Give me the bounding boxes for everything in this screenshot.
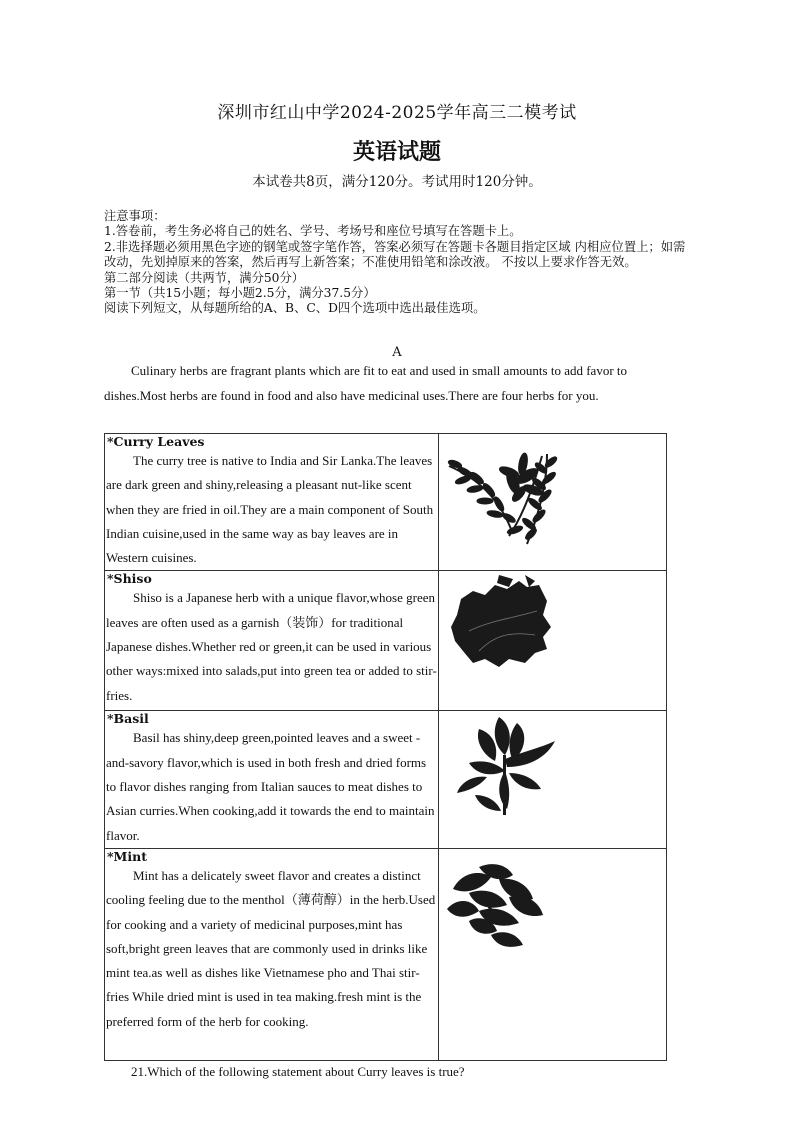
exam-instructions [104, 209, 690, 317]
herb-description: Mint has a delicately sweet flavor and creates a distinct cooling feeling due to the menthol（薄荷醇）in the herb.Used for cooking and a variety of medicinal purposes,mint has soft,bright green leaves that are commonly used in drinks like mint tea.as well as dishes like Vietnamese pho and Thai stir-fries While dried mint is used in tea making.fresh mint is the preferred form of the herb for cooking. [106, 867, 436, 1029]
school-title: 深圳市红山中学2024-2025学年高三二模考试 [217, 103, 577, 123]
subject-title: 英语试题 [352, 140, 441, 165]
table-row [105, 434, 667, 571]
part-two-heading: 第二部分阅读（共两节，满分50分） [104, 270, 305, 285]
passage-letter: A [392, 345, 402, 360]
exam-info: 本试卷共8页，满分120分。考试用时120分钟。 [252, 174, 542, 190]
section-one-heading: 第一节（共15小题；每小题2.5分，满分37.5分） [104, 286, 376, 301]
herb-name: *Shiso [107, 571, 152, 587]
instruction-2: 2.非选择题必须用黑色字迹的钢笔或签字笔作答，答案必须写在答题卡各题目指定区域 内相应位置上；如需改动，先划掉原来的答案，然后再写上新答案；不准使用铅笔和涂改液。 不按以上要求作答无效。 [104, 239, 686, 270]
basil-icon [439, 711, 667, 848]
herbs-table [104, 433, 667, 1061]
reading-directions: 阅读下列短文，从每题所给的A、B、C、D四个选项中选出最佳选项。 [104, 301, 486, 316]
mint-icon [439, 849, 667, 1061]
table-row [105, 571, 667, 711]
herb-text-cell [105, 711, 439, 848]
passage-intro: Culinary herbs are fragrant plants which are fit to eat and used in small amounts to add favor to dishes.Most herbs are found in food and also have medicinal uses.There are four herbs for you. [104, 363, 628, 403]
instruction-1: 1.答卷前，考生务必将自己的姓名、学号、考场号和座位号填写在答题卡上。 [104, 224, 522, 239]
herb-description: Basil has shiny,deep green,pointed leaves and a sweet -and-savory flavor,which is used in both fresh and dried forms to flavor dishes ranging from Italian sauces to meat dishes to Asian curries.When cooking,add it towards the end to maintain flavor. [106, 730, 435, 843]
shiso-leaf-icon [439, 571, 667, 711]
herb-text-cell [105, 434, 439, 571]
herb-text-cell [105, 571, 439, 711]
herb-description: The curry tree is native to India and Sir Lanka.The leaves are dark green and shiny,releasing a pleasant nut-like scent when they are fried in oil.They are a main component of South Indian cuisine,used in the same way as bay leaves are in Western cuisines. [106, 453, 434, 566]
herb-image-cell [438, 434, 666, 571]
herb-name: *Curry Leaves [107, 434, 205, 449]
herb-text-cell [105, 848, 439, 1060]
instructions-heading: 注意事项： [104, 209, 166, 223]
herb-name: *Mint [107, 848, 147, 864]
herb-name: *Basil [107, 711, 149, 727]
table-row [105, 848, 667, 1060]
herb-image-cell [438, 571, 666, 711]
table-row [105, 711, 667, 848]
question-21: 21.Which of the following statement about Curry leaves is true? [131, 1064, 465, 1079]
herb-image-cell [438, 848, 666, 1060]
herb-image-cell [438, 711, 666, 848]
curry-leaves-icon [439, 434, 667, 571]
herb-description: Shiso is a Japanese herb with a unique flavor,whose green leaves are often used as a garnish（装饰）for traditional Japanese dishes.Whether red or green,it can be used in various other ways:mixed into salads,put into green tea or added to stir-fries. [106, 590, 437, 703]
